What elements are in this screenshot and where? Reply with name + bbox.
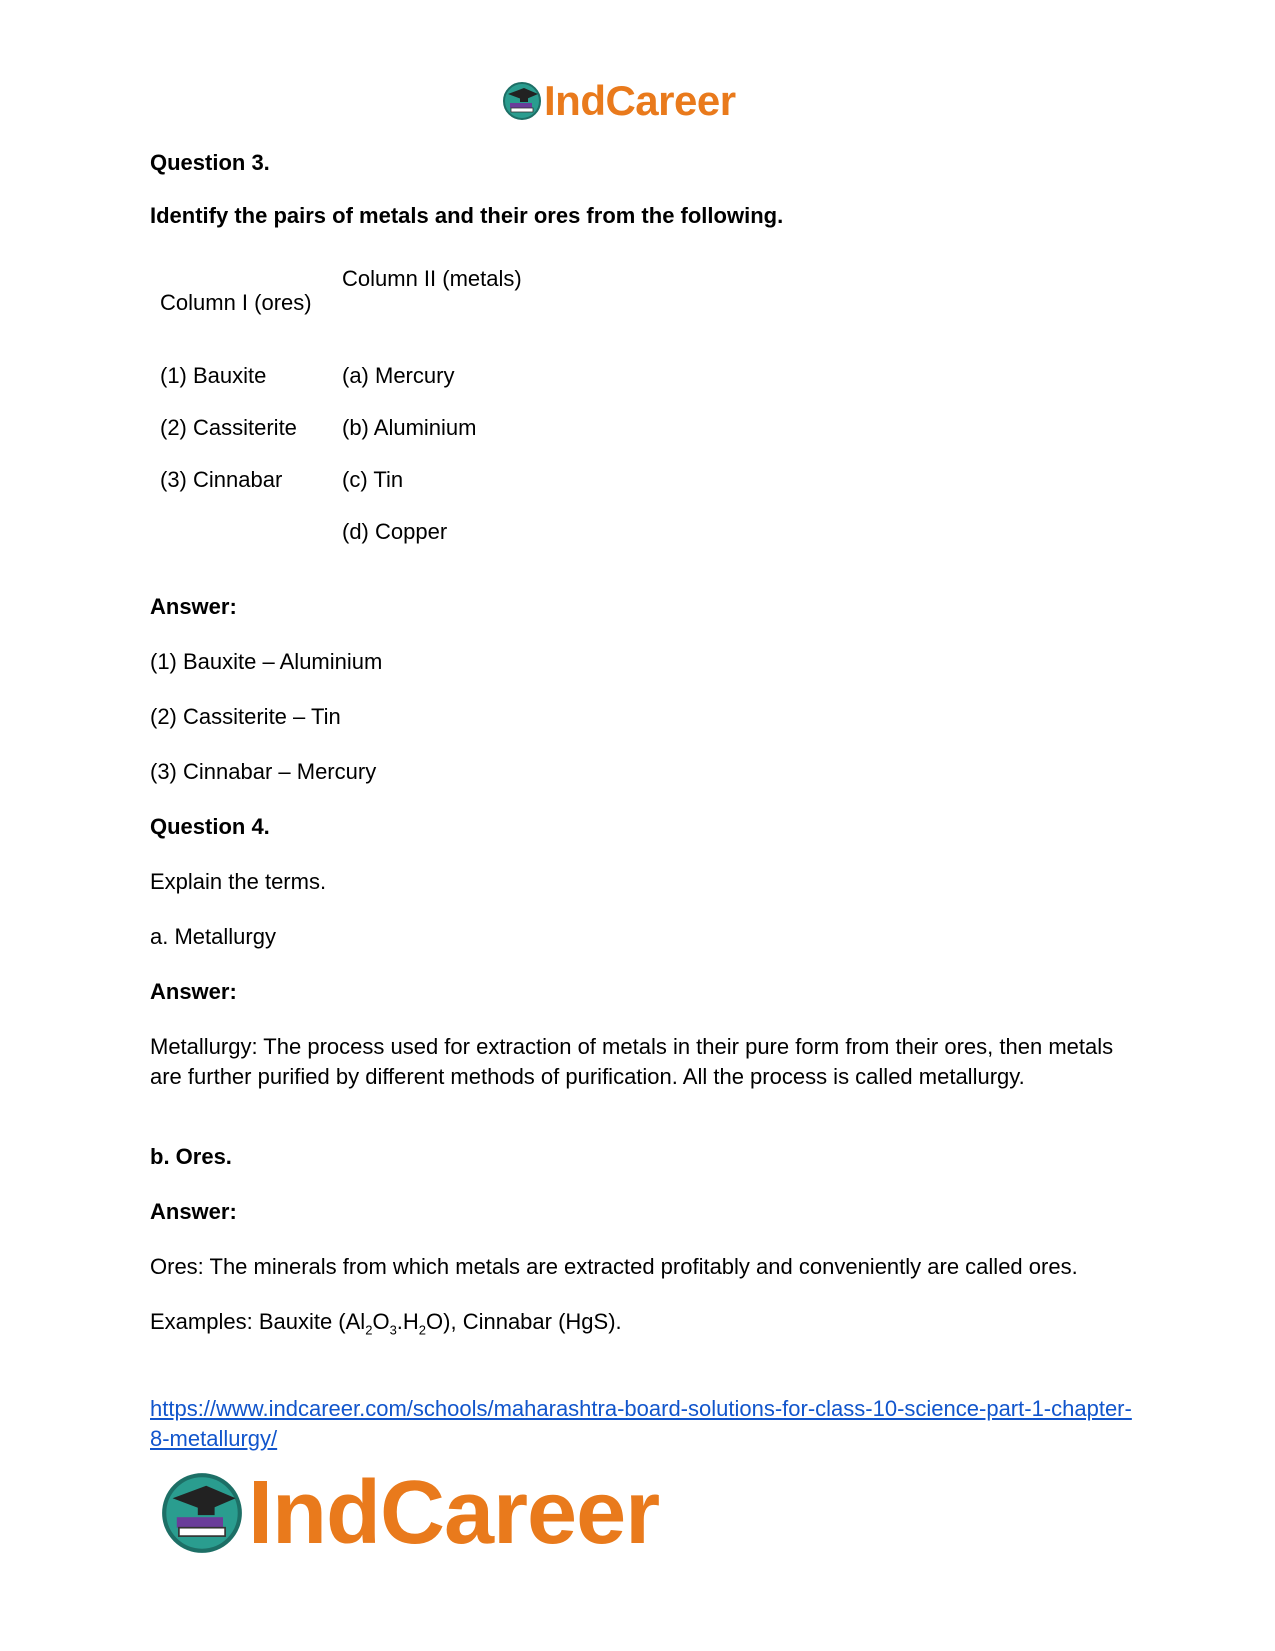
- question-4-prompt: Explain the terms.: [150, 869, 327, 894]
- metallurgy-answer: Metallurgy: The process used for extraction of metals in their pure form from their ores, then metals are further purified by different methods of purification. All the process is called metallurgy.: [150, 1034, 1114, 1089]
- examples-line: Examples: Bauxite $(Al_2O_3.H_2O)$, Cinnabar (HgS).: [150, 1309, 622, 1338]
- term-b-label: b. Ores.: [150, 1144, 232, 1169]
- answer-label: Answer:: [150, 594, 237, 619]
- term-a-label: a. Metallurgy: [150, 924, 276, 949]
- answer-item: (3) Cinnabar – Mercury: [150, 759, 377, 784]
- question-4-title: Question 4.: [150, 814, 270, 839]
- question-3-prompt: Identify the pairs of metals and their ores from the following.: [150, 203, 784, 228]
- metal-item: (b) Aluminium: [342, 415, 477, 440]
- source-link[interactable]: https://www.indcareer.com/schools/maharashtra-board-solutions-for-class-10-science-part-1-chapter-8-metallurgy/: [150, 1396, 1132, 1451]
- ore-item: (1) Bauxite: [160, 363, 267, 388]
- ore-item: (3) Cinnabar: [160, 467, 283, 492]
- column-1-header: Column I (ores): [160, 290, 312, 315]
- column-2-header: Column II (metals): [342, 266, 522, 291]
- graduation-cap-books-globe-icon: [160, 1471, 244, 1555]
- brand-name: IndCareer: [544, 77, 736, 124]
- question-3-title: Question 3.: [150, 150, 270, 175]
- graduation-cap-books-globe-icon: [502, 81, 542, 121]
- metal-item: (a) Mercury: [342, 363, 455, 388]
- metal-item: (c) Tin: [342, 467, 404, 492]
- answer-item: (1) Bauxite – Aluminium: [150, 649, 383, 674]
- ores-answer: Ores: The minerals from which metals are extracted profitably and conveniently are called ores.: [150, 1254, 1078, 1279]
- answer-label: Answer:: [150, 979, 237, 1004]
- footer-logo: [160, 1463, 660, 1563]
- brand-name: IndCareer: [248, 1463, 660, 1563]
- answer-item: (2) Cassiterite – Tin: [150, 704, 341, 729]
- header-logo: [502, 77, 736, 124]
- answer-label: Answer:: [150, 1199, 237, 1224]
- ore-item: (2) Cassiterite: [160, 415, 297, 440]
- metal-item: (d) Copper: [342, 519, 448, 544]
